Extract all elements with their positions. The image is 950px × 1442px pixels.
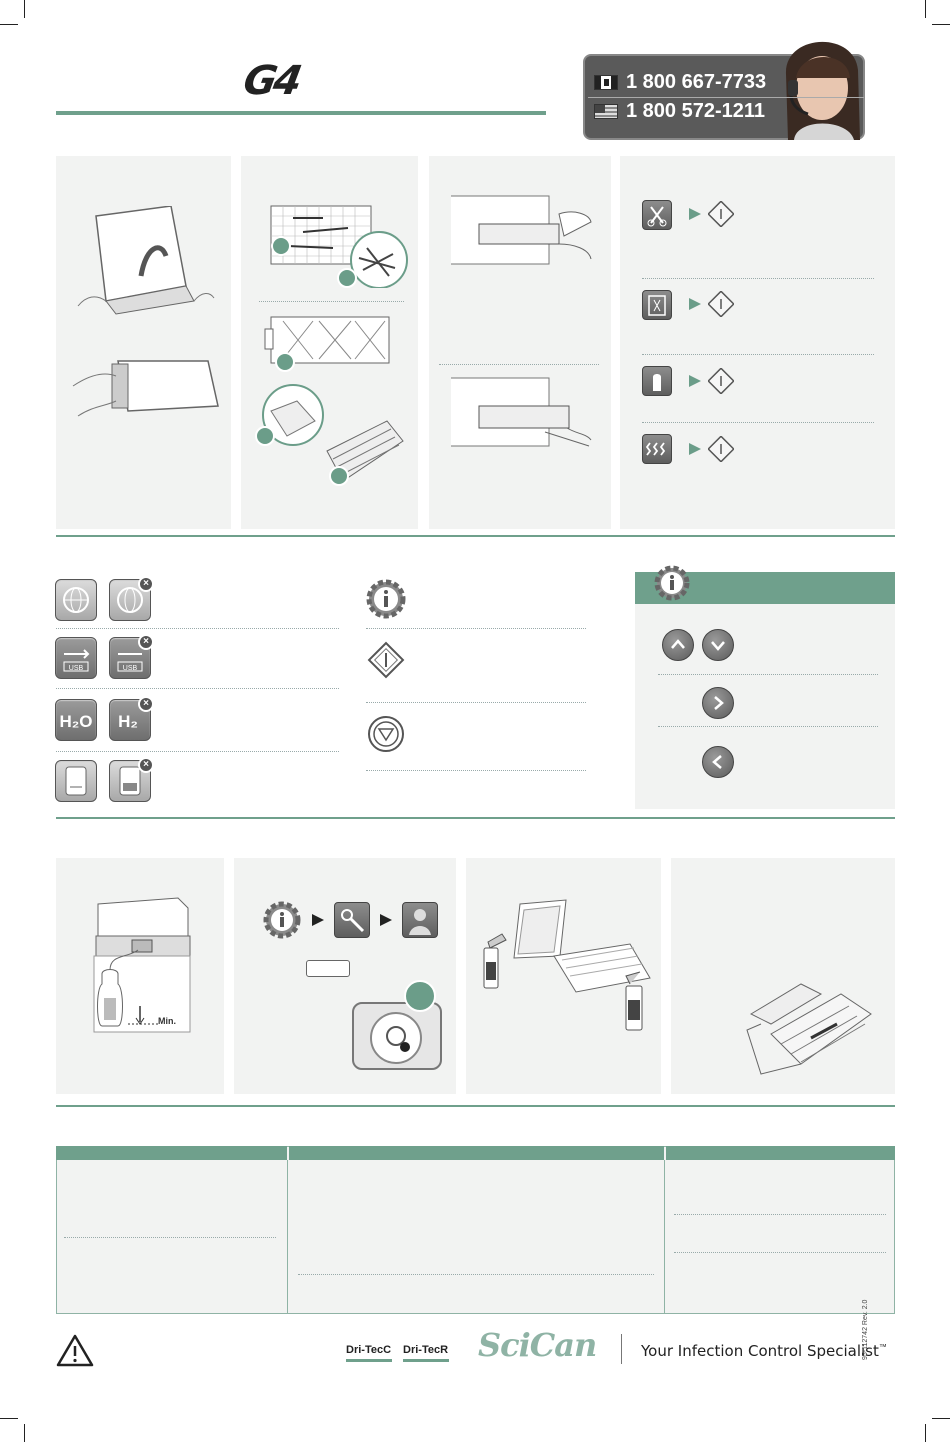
crop-mark [0, 24, 18, 25]
step-marker [337, 268, 357, 288]
svg-text:H₂: H₂ [118, 712, 138, 731]
warning-icon [56, 1333, 94, 1367]
start-button[interactable] [708, 368, 734, 394]
dritec-r-logo [403, 1340, 449, 1362]
panel-insert-cassette [429, 156, 611, 529]
usb-disconnected-icon: USB × [109, 637, 151, 679]
panel-cycle-select [620, 156, 895, 529]
menu-option-box[interactable] [306, 960, 350, 977]
table-header-col1 [56, 1146, 287, 1160]
crop-mark [24, 1424, 25, 1442]
info-gear-icon [652, 563, 692, 603]
table-header-col2 [289, 1146, 664, 1160]
water-ok-icon [55, 699, 97, 741]
close-cassette-illustration [449, 376, 594, 451]
unwrapped-cycle-icon[interactable] [642, 200, 672, 230]
technician-icon[interactable] [402, 902, 438, 938]
insert-cassette-illustration [449, 194, 594, 269]
section-rule [56, 817, 895, 819]
scroll-up-button[interactable] [662, 629, 694, 661]
divider [674, 1214, 886, 1215]
rubber-plastic-cycle-icon[interactable] [642, 366, 672, 396]
crop-mark [932, 1418, 950, 1419]
step-marker [404, 980, 436, 1012]
divider [64, 1237, 276, 1238]
heat-cycle-icon[interactable] [642, 434, 672, 464]
divider [642, 278, 874, 279]
divider [658, 726, 878, 727]
divider [366, 628, 586, 629]
panel-navigation [635, 572, 895, 809]
divider [439, 364, 599, 365]
header-rule [56, 111, 546, 115]
phone-row-usa [592, 99, 792, 125]
arrow-right-icon [689, 208, 701, 220]
divider [56, 688, 339, 689]
settings-tools-icon[interactable] [334, 902, 370, 938]
info-gear-icon [260, 898, 304, 942]
us-flag-icon [594, 104, 618, 119]
table-header-col3 [666, 1146, 895, 1160]
svg-text:USB: USB [122, 665, 138, 672]
dritec-c-text: Dri-TecC [346, 1344, 392, 1356]
dritec-c-logo [346, 1340, 392, 1362]
footer-divider [621, 1334, 622, 1364]
cassette-insert-illustration [68, 336, 223, 426]
info-gear-icon[interactable] [364, 577, 408, 621]
network-connected-icon [55, 579, 97, 621]
tagline [641, 1342, 887, 1361]
scroll-down-button[interactable] [702, 629, 734, 661]
next-button[interactable] [702, 687, 734, 719]
scican-logo: SciCan [478, 1326, 597, 1364]
table-col-divider [664, 1160, 665, 1314]
step-marker [271, 236, 291, 256]
divider [658, 674, 878, 675]
pouch-rack-illustration [741, 954, 881, 1080]
divider [56, 751, 339, 752]
panel-rack [671, 858, 895, 1094]
wrapped-cycle-icon[interactable] [642, 290, 672, 320]
crop-mark [925, 1424, 926, 1442]
panel-cleaning [466, 858, 661, 1094]
divider [366, 702, 586, 703]
stop-button[interactable] [366, 714, 406, 754]
arrow-right-icon [689, 443, 701, 455]
min-level-label: Min. [158, 1016, 176, 1026]
panel-cassette-open [56, 156, 231, 529]
table-col-divider [287, 1160, 288, 1314]
section-rule [56, 535, 895, 537]
crop-mark [24, 0, 25, 18]
divider [56, 628, 339, 629]
spray-cleaning-illustration [480, 896, 660, 1036]
usb-connected-icon [55, 637, 97, 679]
phone-row-canada [592, 70, 792, 96]
dritec-r-text: Dri-TecR [403, 1344, 449, 1356]
phone-number-usa[interactable]: 1 800 572-1211 [626, 100, 766, 122]
start-button[interactable] [708, 291, 734, 317]
step-marker [275, 352, 295, 372]
cassette-open-illustration [76, 206, 216, 316]
start-button[interactable] [708, 436, 734, 462]
divider [642, 354, 874, 355]
back-button[interactable] [702, 746, 734, 778]
arrow-right-icon [380, 914, 392, 926]
arrow-right-icon [689, 375, 701, 387]
start-button[interactable] [708, 201, 734, 227]
arrow-right-icon [312, 914, 324, 926]
crop-mark [0, 1418, 18, 1419]
divider [642, 422, 874, 423]
step-marker [329, 466, 349, 486]
divider [366, 770, 586, 771]
step-marker [255, 426, 275, 446]
g4-logo: G4 [239, 58, 303, 104]
panel-load-instruments [241, 156, 418, 529]
autoclave-bottle-illustration [88, 894, 218, 1034]
cassette-missing-icon: × [109, 760, 151, 802]
network-disconnected-icon: × [109, 579, 151, 621]
water-low-icon: H₂ × [109, 699, 151, 741]
panel-water-bottle [56, 858, 224, 1094]
phone-number-canada[interactable]: 1 800 667-7733 [626, 71, 767, 93]
divider [674, 1252, 886, 1253]
divider [259, 301, 404, 302]
crop-mark [925, 0, 926, 18]
crop-mark [932, 24, 950, 25]
cassette-inserted-icon [55, 760, 97, 802]
start-button-large[interactable] [366, 640, 406, 680]
svg-text:H₂O: H₂O [59, 712, 93, 731]
arrow-right-icon [689, 298, 701, 310]
divider [298, 1274, 654, 1275]
tagline-text: Your Infection Control Specialist [641, 1342, 879, 1360]
trademark-symbol: ™ [878, 1342, 887, 1352]
phone-divider [588, 97, 864, 98]
troubleshooting-table [56, 1146, 895, 1314]
panel-menu-navigation [234, 858, 456, 1094]
drain-illustration [352, 1002, 442, 1070]
section-rule [56, 1105, 895, 1107]
canada-flag-icon [594, 75, 618, 90]
revision-code: 95-112742 Rev. 2.0 [862, 1299, 869, 1360]
svg-text:USB: USB [68, 665, 84, 672]
